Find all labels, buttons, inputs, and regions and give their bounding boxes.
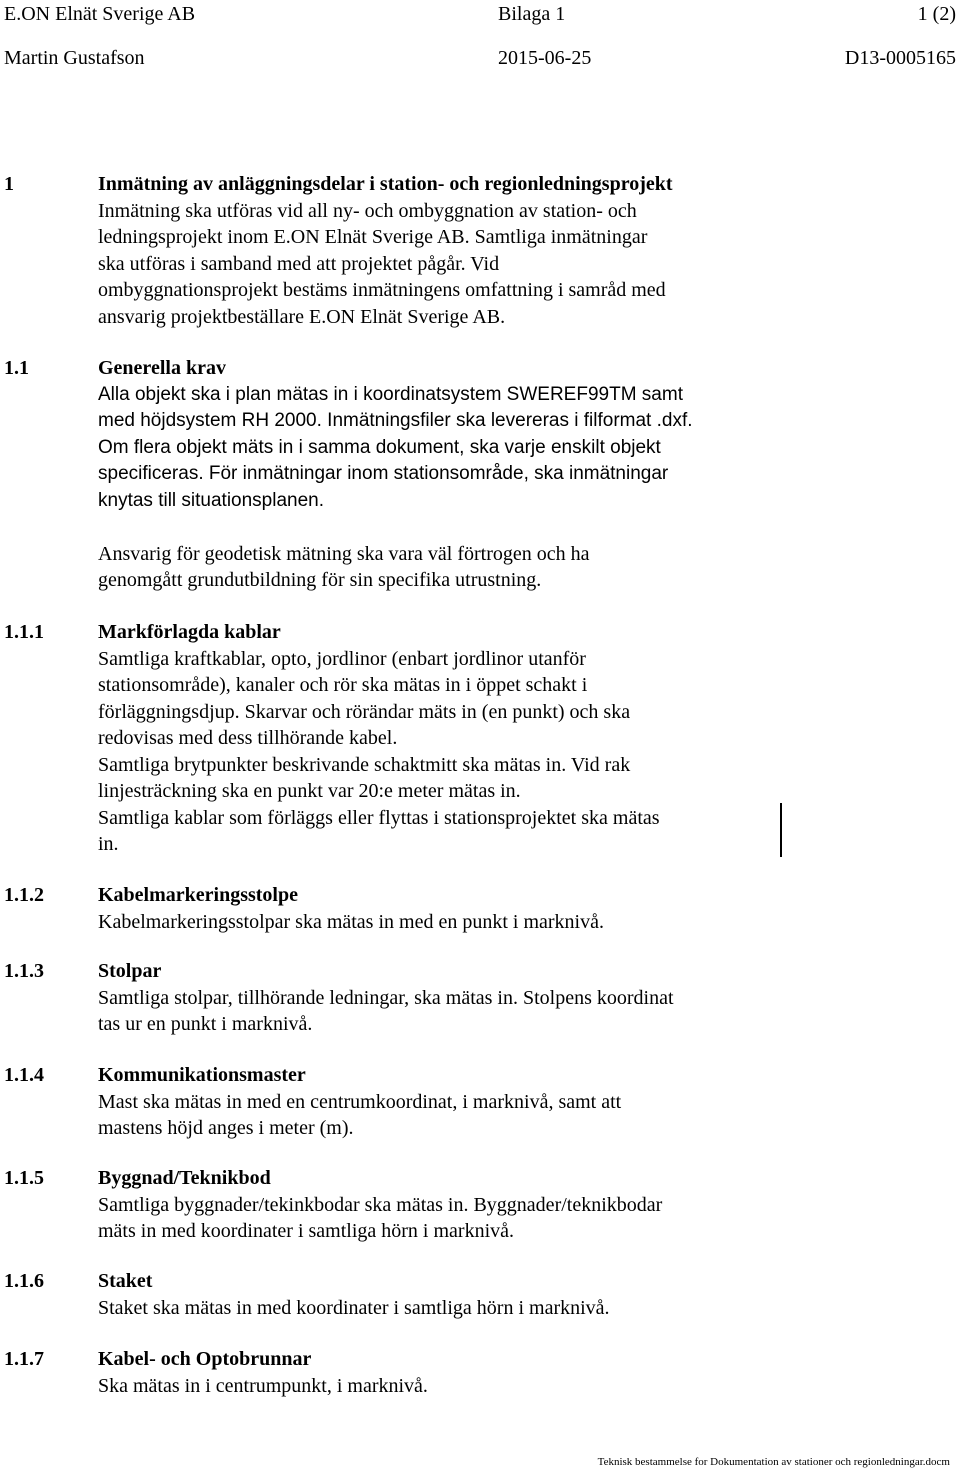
text-line: stationsområde), kanaler och rör ska mätas in i öppet schakt i	[98, 674, 588, 696]
section-title: Byggnad/Teknikbod	[98, 1167, 271, 1189]
text-line: Om flera objekt mäts in i samma dokument, ska varje enskilt objekt	[98, 436, 661, 458]
section-body	[98, 1165, 778, 1245]
section-title: Kommunikationsmaster	[98, 1064, 306, 1086]
text-line: Samtliga kraftkablar, opto, jordlinor (enbart jordlinor utanför	[98, 647, 586, 670]
text-line: redovisas med dess tillhörande kabel.	[98, 727, 398, 749]
text-line: mastens höjd anges i meter (m).	[98, 1117, 354, 1139]
text-line: mäts in med koordinater i samtliga hörn i marknivå.	[98, 1220, 515, 1242]
section-body	[98, 355, 778, 594]
text-line: förläggningsdjup. Skarvar och rörändar mäts in (en punkt) och ska	[98, 700, 631, 723]
text-line: ska utföras i samband med att projektet pågår. Vid	[98, 252, 500, 275]
section-body	[98, 171, 778, 330]
header-company: E.ON Elnät Sverige AB	[4, 3, 196, 25]
section-paragraph	[98, 541, 778, 594]
section-title: Kabelmarkeringsstolpe	[98, 884, 298, 906]
text-line: Inmätning ska utföras vid all ny- och ombyggnation av station- och	[98, 199, 637, 222]
section-body	[98, 619, 778, 858]
header-doc-id: D13-0005165	[844, 47, 956, 69]
section-number: 1.1	[4, 357, 29, 379]
section-number: 1.1.3	[4, 960, 44, 982]
text-line: specificeras. För inmätningar inom stationsområde, ska inmätningar	[98, 463, 669, 484]
section-title: Markförlagda kablar	[98, 621, 281, 643]
text-line: Kabelmarkeringsstolpar ska mätas in med en punkt i marknivå.	[98, 910, 604, 933]
text-line: tas ur en punkt i marknivå.	[98, 1013, 313, 1035]
footer-filename: Teknisk bestammelse for Dokumentation av stationer och regionledningar.docm	[597, 1456, 950, 1468]
section-paragraph	[98, 198, 778, 331]
text-line: Samtliga kablar som förläggs eller flyttas i stationsprojektet ska mätas	[98, 806, 660, 829]
section-paragraph	[98, 1373, 778, 1400]
section-body	[98, 882, 778, 935]
section-body	[98, 1346, 778, 1399]
text-line: ansvarig projektbeställare E.ON Elnät Sverige AB.	[98, 305, 506, 328]
section-title: Kabel- och Optobrunnar	[98, 1348, 312, 1370]
section-title: Stolpar	[98, 960, 162, 982]
section-title: Generella krav	[98, 357, 226, 379]
text-line: Samtliga brytpunkter beskrivande schaktmitt ska mätas in. Vid rak	[98, 753, 631, 776]
section-number: 1.1.5	[4, 1167, 44, 1189]
text-line: Staket ska mätas in med koordinater i samtliga hörn i marknivå.	[98, 1296, 610, 1319]
header-date: 2015-06-25	[498, 47, 592, 69]
text-line: Mast ska mätas in med en centrumkoordinat, i marknivå, samt att	[98, 1090, 622, 1113]
revision-change-bar	[780, 803, 782, 857]
text-line: linjesträckning ska en punkt var 20:e meter mätas in.	[98, 780, 521, 802]
header-doc-label: Bilaga 1	[498, 3, 566, 25]
text-line: med höjdsystem RH 2000. Inmätningsfiler ska levereras i filformat .dxf.	[98, 410, 693, 431]
section-title: Staket	[98, 1270, 153, 1292]
header-page-number: 1 (2)	[917, 3, 956, 25]
section-number: 1.1.2	[4, 884, 44, 906]
section-body	[98, 1062, 778, 1142]
text-line: genomgått grundutbildning för sin specifika utrustning.	[98, 569, 542, 591]
section-paragraph	[98, 985, 778, 1038]
text-line: Ansvarig för geodetisk mätning ska vara väl förtrogen och ha	[98, 542, 590, 565]
section-number: 1.1.4	[4, 1064, 44, 1086]
section-body	[98, 958, 778, 1038]
section-title: Inmätning av anläggningsdelar i station- och regionledningsprojekt	[98, 173, 673, 195]
text-line: knytas till situationsplanen.	[98, 489, 325, 511]
text-line: Alla objekt ska i plan mätas in i koordinatsystem SWEREF99TM samt	[98, 383, 683, 405]
text-line: Samtliga byggnader/tekinkbodar ska mätas in. Byggnader/teknikbodar	[98, 1193, 663, 1216]
section-number: 1	[4, 173, 14, 195]
section-body	[98, 1268, 778, 1321]
section-paragraph	[98, 1295, 778, 1322]
section-number: 1.1.1	[4, 621, 44, 643]
section-paragraph	[98, 646, 778, 858]
section-paragraph	[98, 382, 778, 515]
section-paragraph	[98, 1192, 778, 1245]
text-line: ombyggnationsprojekt bestäms inmätningens omfattning i samråd med	[98, 279, 666, 301]
header-author: Martin Gustafson	[4, 47, 145, 69]
text-line: ledningsprojekt inom E.ON Elnät Sverige AB. Samtliga inmätningar	[98, 226, 648, 248]
text-line: in.	[98, 833, 119, 855]
section-paragraph	[98, 909, 778, 936]
section-number: 1.1.6	[4, 1270, 44, 1292]
text-line: Samtliga stolpar, tillhörande ledningar, ska mätas in. Stolpens koordinat	[98, 986, 674, 1009]
section-paragraph	[98, 1089, 778, 1142]
text-line: Ska mätas in i centrumpunkt, i marknivå.	[98, 1374, 428, 1397]
section-number: 1.1.7	[4, 1348, 44, 1370]
